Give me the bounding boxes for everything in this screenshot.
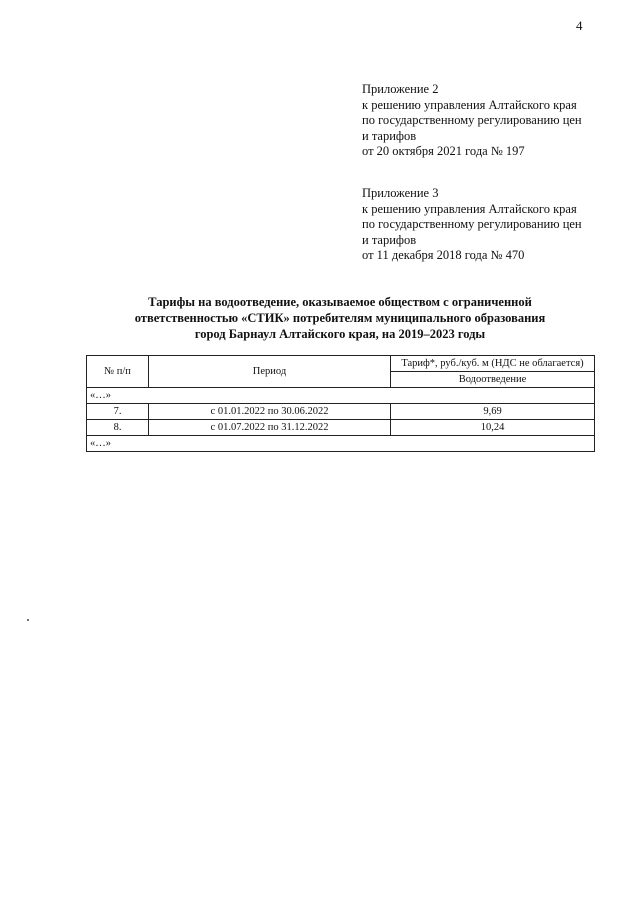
- title-line: ответственностью «СТИК» потребителям муниципального образования: [134, 311, 546, 325]
- row-period: с 01.01.2022 по 30.06.2022: [149, 404, 391, 420]
- appendix-2-line: к решению управления Алтайского края: [362, 97, 577, 112]
- appendix-2-header: [362, 82, 622, 160]
- ellipsis-top: «…»: [87, 388, 595, 404]
- table-row: [87, 420, 595, 436]
- appendix-3-line: Приложение 3: [362, 186, 439, 200]
- appendix-3-line: к решению управления Алтайского края: [362, 201, 577, 216]
- row-number: 8.: [87, 420, 149, 436]
- ellipsis-bottom: «…»: [87, 436, 595, 452]
- appendix-3-line: по государственному регулированию цен: [362, 217, 582, 231]
- appendix-3-header: [362, 186, 622, 264]
- appendix-2-line: Приложение 2: [362, 82, 439, 96]
- appendix-2-line: от 20 октября 2021 года № 197: [362, 144, 525, 158]
- page-number: 4: [576, 18, 583, 33]
- appendix-3-line: и тарифов: [362, 232, 417, 247]
- row-period: с 01.07.2022 по 31.12.2022: [149, 420, 391, 436]
- tariff-table: [86, 355, 595, 452]
- appendix-3-line: от 11 декабря 2018 года № 470: [362, 248, 525, 262]
- document-title: [80, 294, 600, 342]
- row-number: 7.: [87, 404, 149, 420]
- row-value: 10,24: [391, 420, 595, 436]
- table-header-row: [87, 356, 595, 372]
- table-row: [87, 404, 595, 420]
- table-ellipsis-row: [87, 436, 595, 452]
- row-value: 9,69: [391, 404, 595, 420]
- table-ellipsis-row: [87, 388, 595, 404]
- scan-speck: [27, 619, 29, 621]
- title-line: Тарифы на водоотведение, оказываемое обществом с ограниченной: [148, 295, 532, 309]
- header-period: Период: [149, 356, 391, 388]
- appendix-2-line: и тарифов: [362, 128, 417, 143]
- header-tariff: Тариф*, руб./куб. м (НДС не облагается): [391, 356, 595, 372]
- header-number: № п/п: [87, 356, 149, 388]
- title-line: город Барнаул Алтайского края, на 2019–2023 годы: [194, 327, 486, 341]
- appendix-2-line: по государственному регулированию цен: [362, 113, 582, 127]
- header-service: Водоотведение: [391, 372, 595, 388]
